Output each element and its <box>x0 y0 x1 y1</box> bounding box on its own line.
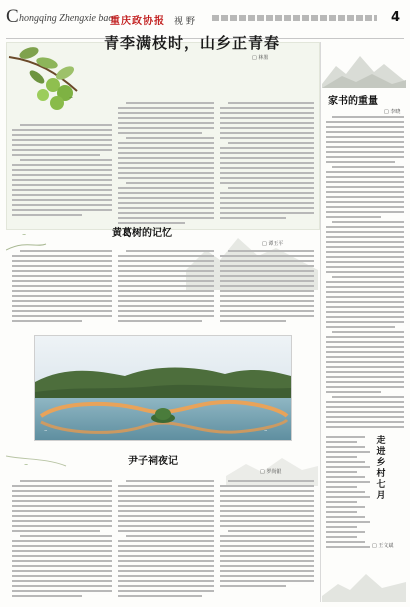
plum-branch-illustration <box>7 43 103 131</box>
section-name: 视野 <box>174 17 199 27</box>
feature-text-mid <box>118 102 214 226</box>
huangge-byline: □ 谭玉平 <box>262 241 284 247</box>
huangge-text-2 <box>118 250 214 332</box>
huangge-title: 黄葛树的记忆 <box>112 228 172 239</box>
huangge-text-3 <box>220 250 314 332</box>
paper-name: 重庆政协报 <box>110 16 165 27</box>
header-info-strip <box>212 15 377 21</box>
feature-text-left <box>12 124 112 226</box>
yinzi-text-2 <box>118 480 214 602</box>
yinzi-text-3 <box>220 480 314 602</box>
photo-credit: ~ <box>264 428 268 433</box>
column-tag: ~ <box>24 462 29 468</box>
feature-title: 青李满枝时，山乡正青春 <box>104 34 281 52</box>
feature-text-right <box>220 102 314 226</box>
yinzi-title: 尹子祠夜记 <box>128 456 178 467</box>
landscape-photo <box>34 335 292 441</box>
ink-mountain-illustration <box>322 556 406 602</box>
logo-initial: C <box>6 6 19 27</box>
photo-caption: ~ <box>44 428 48 433</box>
column-tag: ~ <box>69 95 74 101</box>
ink-mountain-illustration <box>322 44 406 88</box>
feature-byline: □ 林墨 <box>252 55 269 61</box>
jiashu-byline: □ 李晓 <box>384 109 401 115</box>
jiashu-text <box>326 116 404 428</box>
yinzi-byline: □ 罗尚银 <box>260 469 282 475</box>
poem-lines <box>326 436 370 552</box>
lake-bridge-photo <box>35 336 291 440</box>
poem-title: 走进乡村七月 <box>376 436 386 501</box>
jiashu-title: 家书的重量 <box>328 96 378 107</box>
huangge-text-1 <box>12 250 112 332</box>
yinzi-text-1 <box>12 480 112 602</box>
logo-text: hongqing Zhengxie bao <box>19 13 114 24</box>
poem-byline: □ 王文斌 <box>372 543 394 549</box>
column-tag: ~ <box>22 232 27 238</box>
page-number: 4 <box>390 10 400 25</box>
column-divider <box>320 42 321 602</box>
